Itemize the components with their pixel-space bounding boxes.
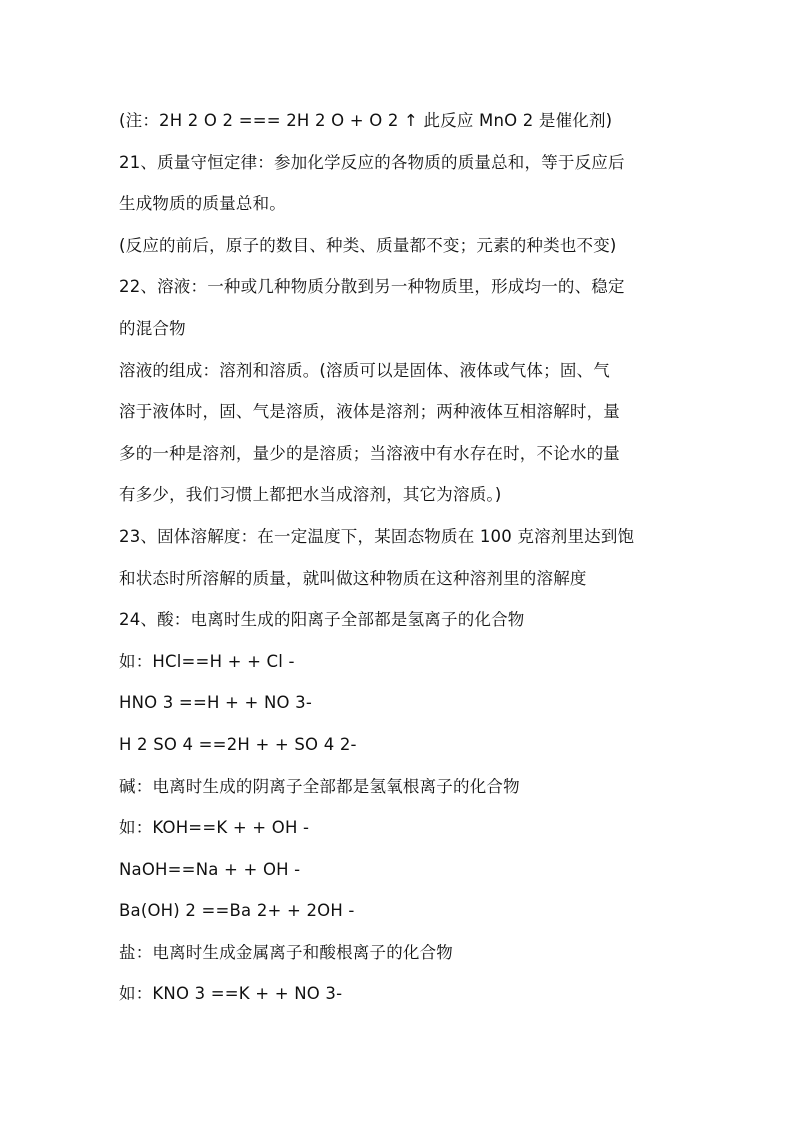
base-definition: 碱：电离时生成的阴离子全部都是氢氧根离子的化合物 (119, 776, 520, 796)
solution-composition-line-2: 溶于液体时，固、气是溶质，液体是溶剂；两种液体互相溶解时，量 (119, 402, 620, 422)
salt-example-kno3: 如：KNO 3 ==K + + NO 3- (119, 984, 343, 1004)
item-24-acid-definition: 24、酸：电离时生成的阳离子全部都是氢离子的化合物 (119, 610, 525, 630)
salt-definition: 盐：电离时生成金属离子和酸根离子的化合物 (119, 942, 453, 962)
acid-example-h2so4: H 2 SO 4 ==2H + + SO 4 2- (119, 734, 357, 754)
item-23-line-1: 23、固体溶解度：在一定温度下，某固态物质在 100 克溶剂里达到饱 (119, 526, 635, 546)
item-22-line-2: 的混合物 (119, 318, 186, 338)
note-decomposition-line: (注：2H 2 O 2 === 2H 2 O + O 2 ↑ 此反应 MnO 2 是催化剂) (119, 111, 613, 130)
item-23-line-2: 和状态时所溶解的质量，就叫做这种物质在这种溶剂里的溶解度 (119, 568, 587, 588)
item-21-line-2: 生成物质的质量总和。 (119, 194, 286, 214)
base-example-naoh: NaOH==Na + + OH - (119, 859, 301, 879)
document-body (119, 100, 679, 1015)
solution-composition-line-1: 溶液的组成：溶剂和溶质。(溶质可以是固体、液体或气体；固、气 (119, 360, 610, 380)
acid-example-hno3: HNO 3 ==H + + NO 3- (119, 693, 312, 713)
solution-composition-line-4: 有多少，我们习惯上都把水当成溶剂，其它为溶质。) (119, 485, 502, 505)
item-21-note: (反应的前后，原子的数目、种类、质量都不变；元素的种类也不变) (119, 235, 617, 255)
solution-composition-line-3: 多的一种是溶剂，量少的是溶质；当溶液中有水存在时，不论水的量 (119, 443, 620, 463)
base-example-baoh2: Ba(OH) 2 ==Ba 2+ + 2OH - (119, 901, 355, 921)
item-22-line-1: 22、溶液：一种或几种物质分散到另一种物质里，形成均一的、稳定 (119, 277, 625, 297)
acid-example-hcl: 如：HCl==H + + Cl - (119, 651, 295, 671)
item-21-line-1: 21、质量守恒定律：参加化学反应的各物质的质量总和，等于反应后 (119, 152, 625, 172)
base-example-koh: 如：KOH==K + + OH - (119, 818, 310, 838)
